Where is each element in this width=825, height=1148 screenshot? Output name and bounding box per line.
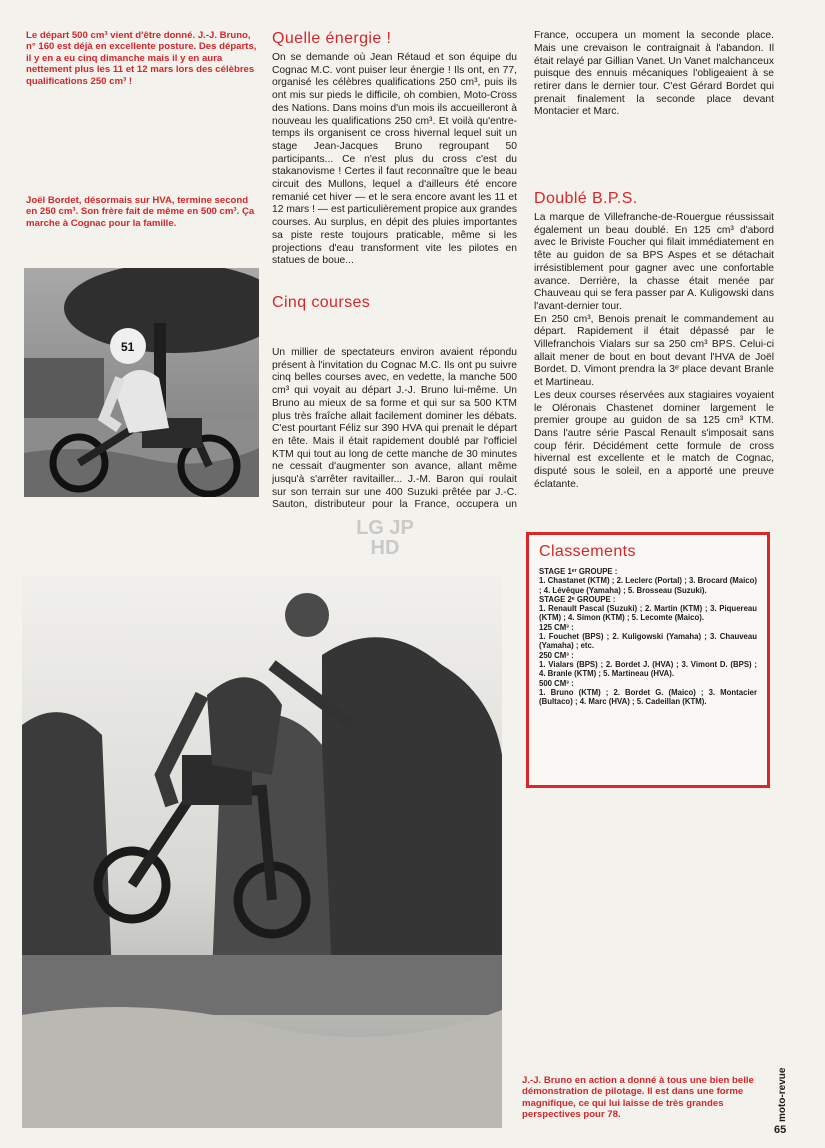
page-number: 65 <box>774 1124 787 1136</box>
text-cinq-courses-continued: France, occupera un moment la seconde place. Mais une crevaison le contraignait à l'abandon. Il était relayé par Gillian Vanet. Un Vanet malchanceux puisque des ennuis mécaniques l'obligeaient à se retirer dans le dernier tour. C'est Gérard Bordet qui prenait finalement la seconde place devant Montacier et Marc. <box>534 30 774 118</box>
photo-bordet-rider <box>24 268 259 497</box>
classements-line: 125 CM³ : <box>539 622 574 632</box>
classements-line: 1. Chastanet (KTM) ; 2. Leclerc (Portal) ; 3. Brocard (Maico) ; 4. Lévêque (Yamaha) ; 5. Brosseau (Suzuki). <box>539 576 757 595</box>
text-quelle-energie: On se demande où Jean Rétaud et son équipe du Cognac M.C. vont puiser leur énergie ! Ils ont, en 77, organisé les célèbres qualifications 250 cm³, puis ils ont mis sur pieds le difficile, oh combien, Moto-Cross des Nations. Dans moins d'un mois ils accueilleront à nouveau les qualifications 250 cm³. Et voilà qu'entre-temps ils organisent ce cross hivernal lequel suit un stage Jean-Jacques Bruno regroupant 50 participants... Ce n'est plus du cross c'est du stakanovisme ! Certes il faut reconnaître que le beau circuit des Mullons, lequel a d'ailleurs été encore remanié cet hiver — et le sera encore avant les 11 et 12 mars ! — est particulièrement propice aux grandes courses. Au surplus, en dépit des pluies importantes sa piste reste toujours praticable, même si les projections d'eau transforment vite les pilotes en statues de boue... <box>272 52 517 267</box>
heading-quelle-energie: Quelle énergie ! <box>272 30 392 47</box>
classements-box <box>526 532 770 788</box>
classements-line: 1. Bruno (KTM) ; 2. Bordet G. (Maico) ; 3. Montacier (Bultaco) ; 4. Marc (HVA) ; 5. Cadeillan (KTM). <box>539 687 757 707</box>
classements-line: 1. Fouchet (BPS) ; 2. Kuligowski (Yamaha) ; 3. Chauveau (Yamaha) ; etc. <box>539 632 757 651</box>
text-cinq-courses-part2 <box>534 30 774 175</box>
caption-bordet: Joël Bordet, désormais sur HVA, termine second en 250 cm³. Son frère fait de même en 500 cm³. Ça marche à Cognac pour la famille. <box>26 195 255 229</box>
photo-bordet-illustration <box>24 268 259 497</box>
rider-number: 51 <box>121 340 135 354</box>
text-cinq-courses-part1: Un millier de spectateurs environ avaient répondu présent à l'invitation du Cognac M.C. Ils ont pu suivre cinq belles courses avec, en vedette, la manche 500 cm³ qui voyait au départ J.-J. Bruno lui-même. Un Bruno au mieux de sa forme et qui sur sa 500 KTM plus très fraîche allait facilement dominer les débats. C'est pourtant Féliz sur 390 HVA qui prenait le départ en tête. Mais il était rapidement doublé par l'officiel KTM qui tout au long de cette manche de 30 minutes ne cessait d'augmenter son avance, allant même jusqu'à s'arrêter ravitailler... J.-M. Baron qui roulait sur son terrain sur une 400 Suzuki prêtée par J.-C. Sauton, distributeur pour la France, occupera un <box>272 347 517 511</box>
watermark-logo: LG JP HD <box>356 517 414 559</box>
classements-line: 1. Vialars (BPS) ; 2. Bordet J. (HVA) ; 3. Vimont D. (BPS) ; 4. Branle (KTM) ; 5. Martineau (HVA). <box>539 659 757 679</box>
double-paragraph-125: La marque de Villefranche-de-Rouergue réussissait également un beau doublé. En 125 cm³ d'abord avec le Briviste Foucher qui filait immédiatement en tête au guidon de sa BPS Aspes et se détachait irrésistiblement pour gagner avec une confortable avance. Derrière, la chasse était menée par Chauveau qui se fera passer par A. Kuligowski dans l'avant-dernier tour. <box>534 212 774 312</box>
classements-line: STAGE 1ᵉʳ GROUPE : <box>539 567 618 576</box>
photo-bruno-illustration <box>22 575 502 1128</box>
double-paragraph-stagiaires: Les deux courses réservées aux stagiaires voyaient le Oléronais Chastenet dominer largement le premier groupe au guidon de sa 125 cm³ KTM. Dans l'autre série Pascal Renault s'imposait sans coup férir. Décidément cette formule de cross hivernal est excellente et le match de Cognac, disputé sous le soleil, en a apporté une preuve éclatante. <box>534 389 774 490</box>
classements-line: 250 CM³ : <box>539 650 574 660</box>
classements-line: STAGE 2ᵉ GROUPE : <box>539 594 616 604</box>
double-paragraph-250: En 250 cm³, Benois prenait le commandement au départ. Rapidement il était dépassé par le Villefranchois Vialars sur sa 250 cm³ BPS. Celui-ci allait mener de bout en bout devant l'HVA de Joël Bordet. D. Vimont prendra la 3ᵉ place devant Branle et Martineau. <box>534 313 774 389</box>
caption-start: Le départ 500 cm³ vient d'être donné. J.-J. Bruno, n° 160 est déjà en excellente posture. Des départs, il y en a eu cinq dimanche mais il y en aura nettement plus les 11 et 12 mars lors des célèbres qualifications 250 cm³ ! <box>26 30 257 87</box>
section-double-bps <box>534 190 774 491</box>
classements-list <box>539 567 757 706</box>
column-middle <box>272 30 517 316</box>
heading-cinq-courses: Cinq courses <box>272 293 371 311</box>
classements-line: 1. Renault Pascal (Suzuki) ; 2. Martin (KTM) ; 3. Piquereau (KTM) ; 4. Simon (KTM) ; 5. Lecomte (Maico). <box>539 604 757 623</box>
heading-double-bps: Doublé B.P.S. <box>534 190 638 207</box>
photo-bruno-jump <box>22 575 502 1128</box>
magazine-name: moto-revue <box>777 1067 788 1122</box>
caption-bruno: J.-J. Bruno en action a donné à tous une bien belle démonstration de pilotage. Il est dans une forme magnifique, ce qui lui laisse de très grandes perspectives pour 78. <box>522 1075 754 1121</box>
classements-title: Classements <box>539 543 636 560</box>
classements-line: 500 CM³ : <box>539 678 574 688</box>
